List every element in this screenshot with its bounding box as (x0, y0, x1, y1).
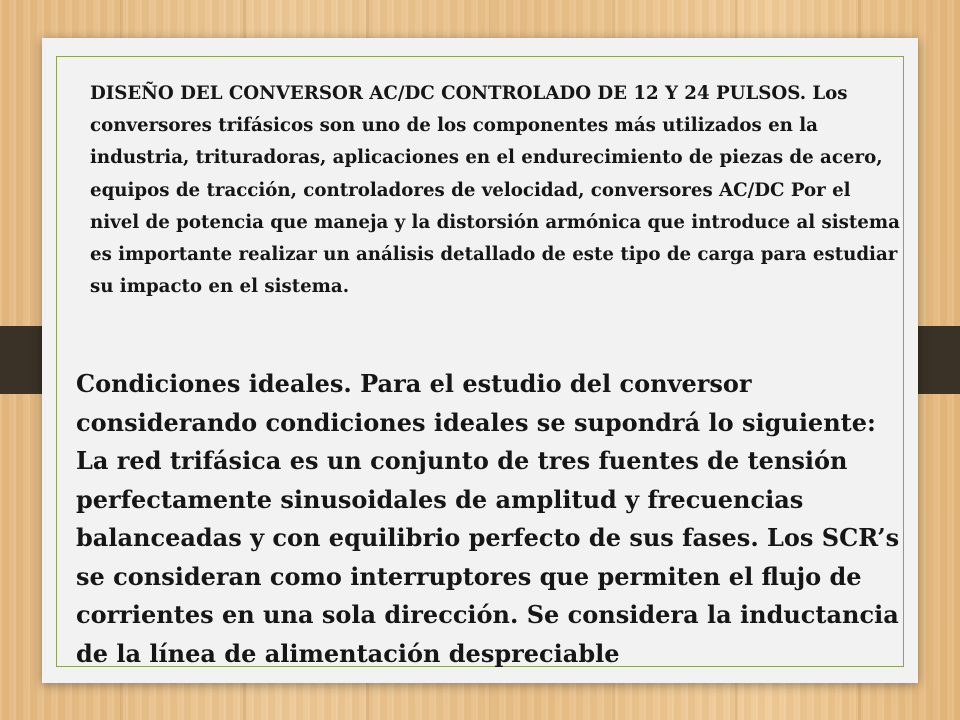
ideal-conditions-paragraph: Condiciones ideales. Para el estudio del conversor considerando condiciones ideales se supondrá lo siguiente: La red trifásica es un conjunto de tres fuentes de tensión perfectamente sinusoidales de amplitud y frecuencias balanceadas y con equilibrio perfecto de sus fases. Los SCR’s se consideran como interruptores que permiten el flujo de corrientes en una sola dirección. Se considera la inductancia de la línea de alimentación despreciable (76, 369, 900, 668)
intro-paragraph: DISEÑO DEL CONVERSOR AC/DC CONTROLADO DE 12 Y 24 PULSOS. Los conversores trifásicos son uno de los componentes más utilizados en la industria, trituradoras, aplicaciones en el endurecimiento de piezas de acero, equipos de tracción, controladores de velocidad, conversores AC/DC Por el nivel de potencia que maneja y la distorsión armónica que introduce al sistema es importante realizar un análisis detallado de este tipo de carga para estudiar su impacto en el sistema. (90, 83, 900, 298)
